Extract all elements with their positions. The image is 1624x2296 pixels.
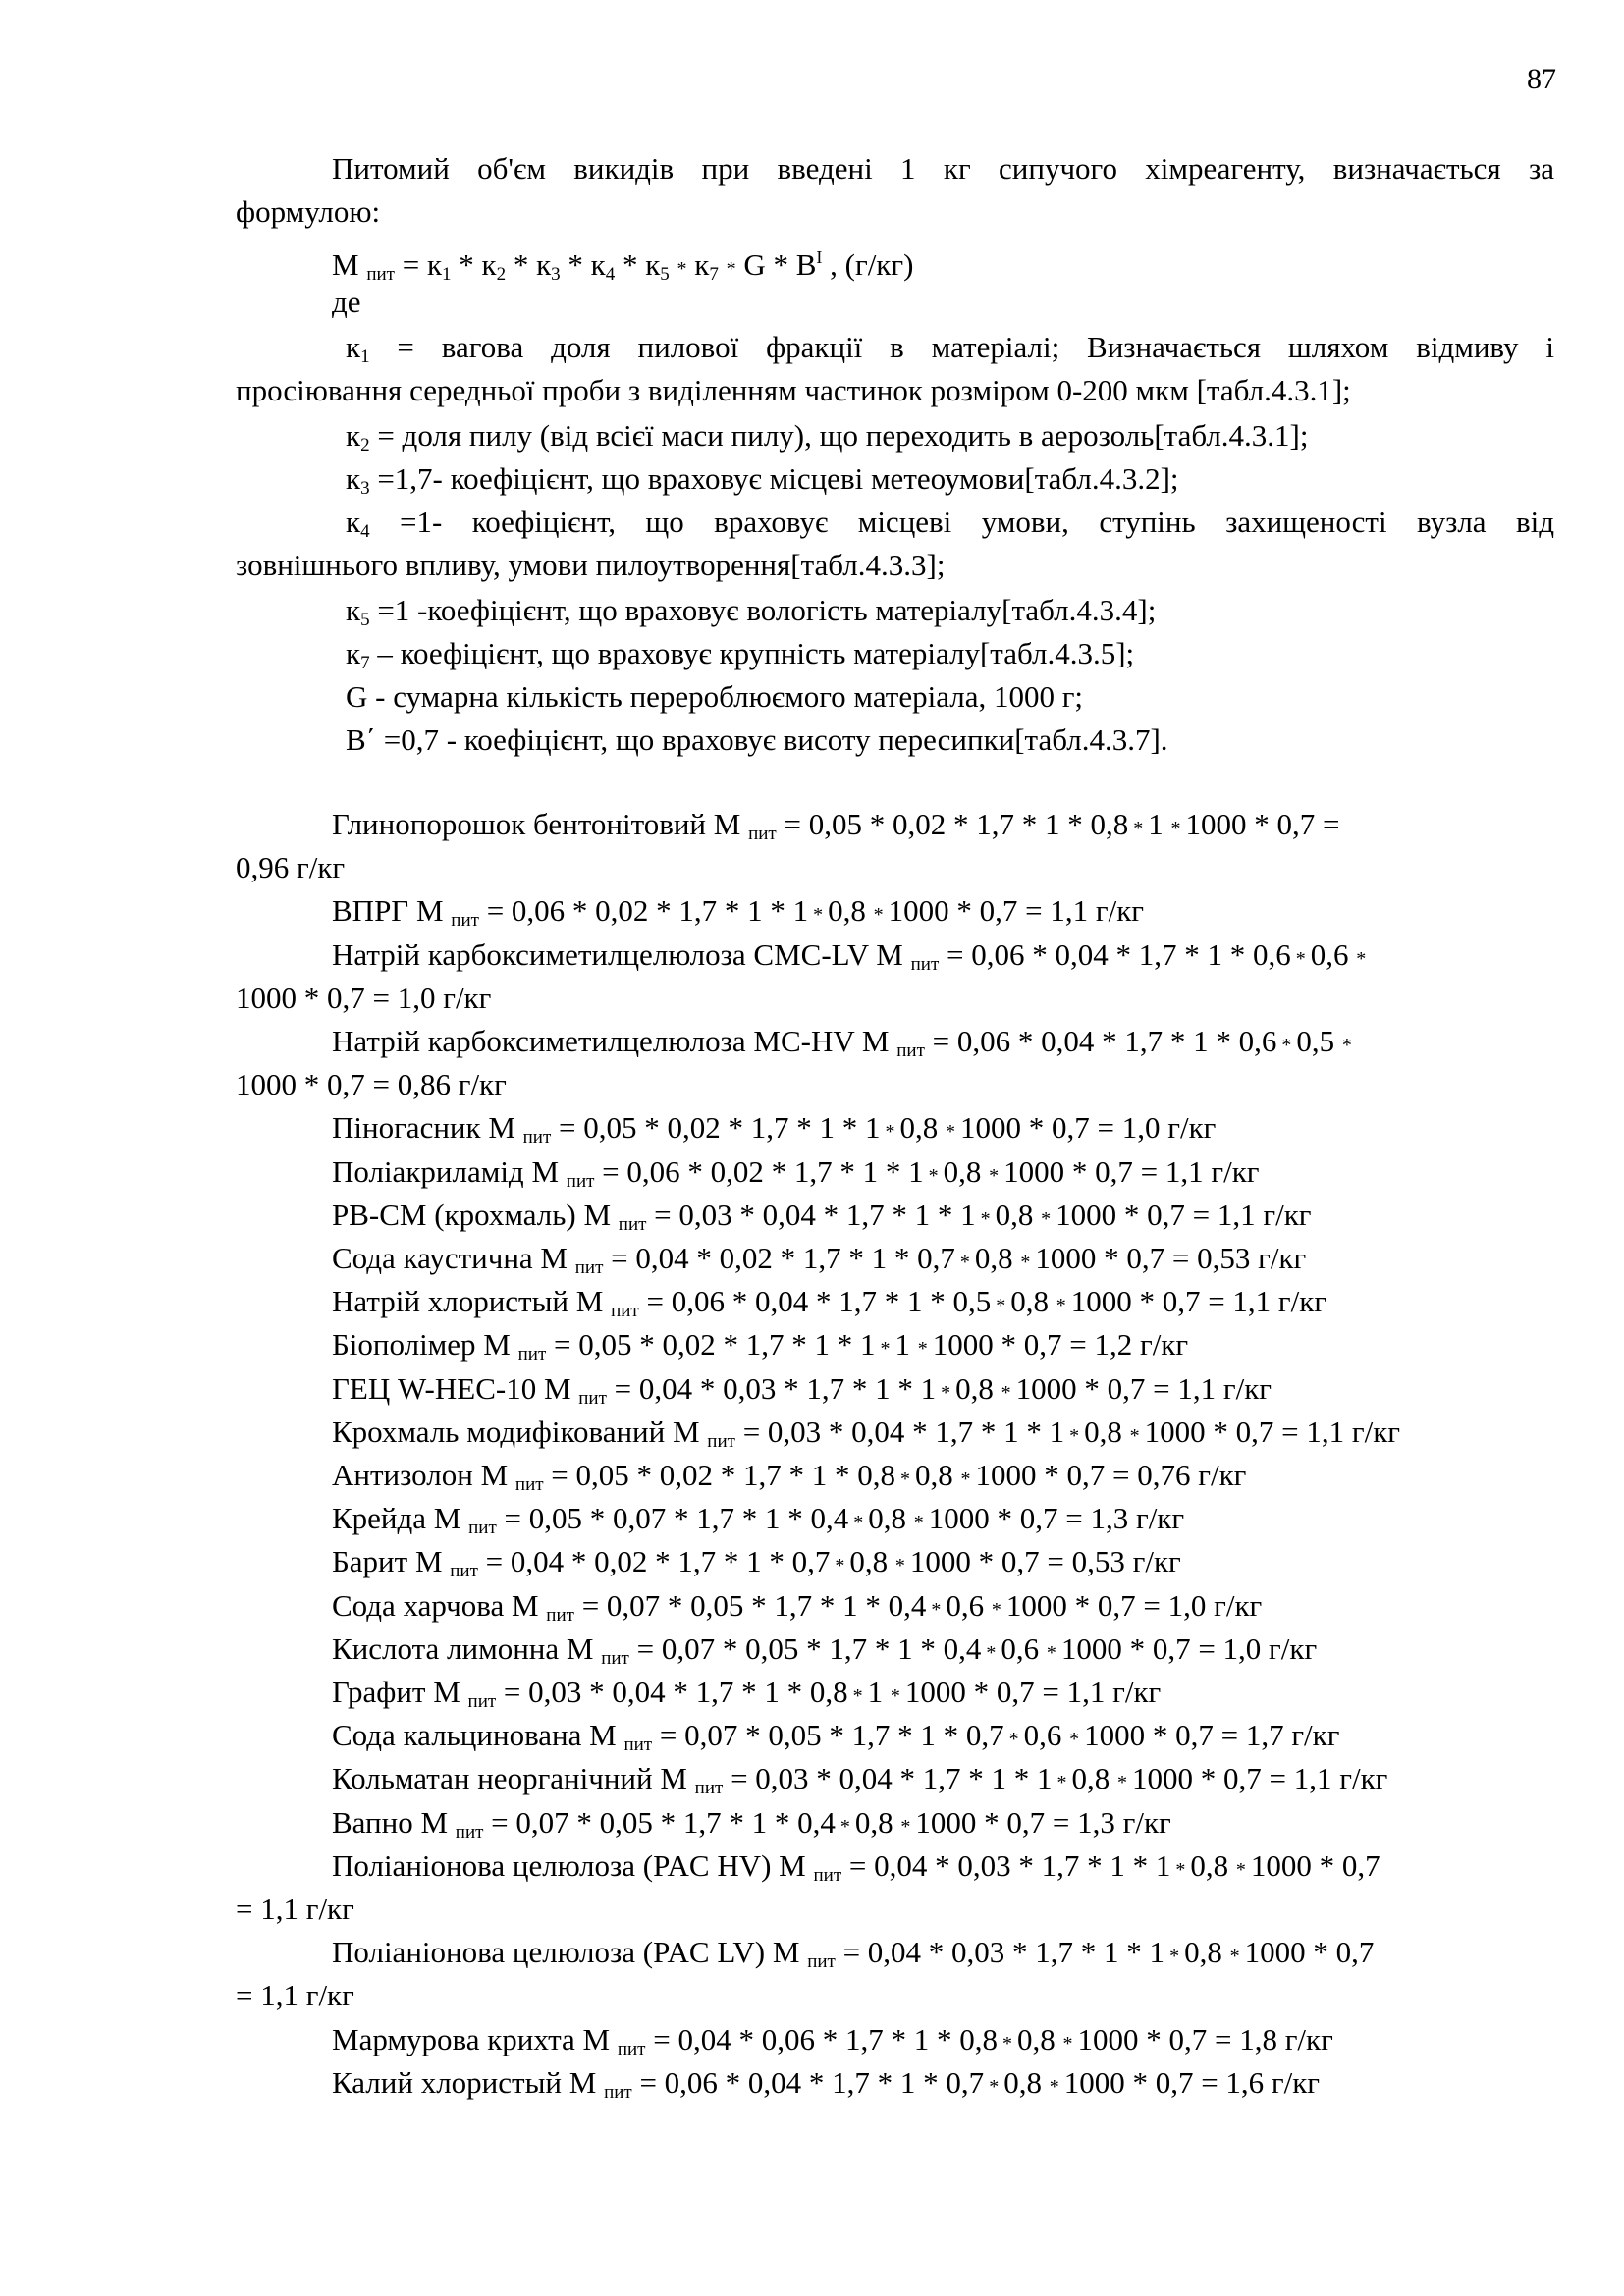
calc-line: Сода харчова М $_{пит}$ = 0,07 * 0,05 * 1,7 * 1 * 0,4 * 0,6 * 1000 * 0,7 = 1,0 г/кг <box>332 1587 1263 1626</box>
def-k4-line-1: $к_4 =1-$ коефіцієнт, що враховує місцеві умови, ступінь захищеності вузла від <box>346 505 1554 542</box>
calc-line: Сода каустична М $_{пит}$ = 0,04 * 0,02 * 1,7 * 1 * 0,7 * 0,8 * 1000 * 0,7 = 0,53 г/кг <box>332 1241 1307 1278</box>
def-k1-line-2: просіювання середньої проби з виділенням частинок розміром 0-200 мкм [табл.4.3.1]; <box>236 373 1351 407</box>
calc-line: Кислота лимонна М $_{пит}$ = 0,07 * 0,05 * 1,7 * 1 * 0,4 * 0,6 * 1000 * 0,7 = 1,0 г/кг <box>332 1630 1318 1669</box>
def-k5: $к_5 =1$ -коефіцієнт, що враховує вологість матеріалу[табл.4.3.4]; <box>346 593 1157 630</box>
calc-line: PB-CM (крохмаль) М $_{пит}$ = 0,03 * 0,04 * 1,7 * 1 * 1 * 0,8 * 1000 * 0,7 = 1,1 г/кг <box>332 1197 1312 1235</box>
def-g: G - сумарна кількість перероблюємого матеріала, 1000 г; <box>346 679 1084 714</box>
def-k4-line-2: зовнішнього впливу, умови пилоутворення[табл.4.3.3]; <box>236 548 946 582</box>
calc-line: Графит М $_{пит}$ = 0,03 * 0,04 * 1,7 * 1 * 0,8 * 1 * 1000 * 0,7 = 1,1 г/кг <box>332 1675 1162 1712</box>
calc-line: Натрій карбоксиметилцелюлоза CMC-LV М $_{пит}$ = 0,06 * 0,04 * 1,7 * 1 * 0,6 * 0,6 * <box>332 936 1367 975</box>
calc-line: Натрій хлористый М $_{пит}$ = 0,06 * 0,04 * 1,7 * 1 * 0,5 * 0,8 * 1000 * 0,7 = 1,1 г/кг <box>332 1284 1327 1322</box>
calc-line-continuation: 1000 * 0,7 = 1,0 г/кг <box>236 980 492 1015</box>
calc-line: Поліаніонова целюлоза (PAC HV) М $_{пит}$ = 0,04 * 0,03 * 1,7 * 1 * 1 * 0,8 * 1000 * 0,7 <box>332 1847 1380 1886</box>
main-formula: М $_{пит} = к_1 * к_2 * к_3 * к_4 * к_5 * к_7 * G * B^I$ , (г/кг) <box>332 247 914 285</box>
calc-line-continuation: = 1,1 г/кг <box>236 1978 354 2013</box>
calc-line: Кольматан неорганічний М $_{пит}$ = 0,03 * 0,04 * 1,7 * 1 * 1 * 0,8 * 1000 * 0,7 = 1,1 г/кг <box>332 1761 1388 1799</box>
calc-line: Біополімер М $_{пит}$ = 0,05 * 0,02 * 1,7 * 1 * 1 * 1 * 1000 * 0,7 = 1,2 г/кг <box>332 1327 1189 1365</box>
calc-line: Поліакриламід М $_{пит}$ = 0,06 * 0,02 * 1,7 * 1 * 1 * 0,8 * 1000 * 0,7 = 1,1 г/кг <box>332 1153 1260 1192</box>
calc-line: Мармурова крихта М $_{пит}$ = 0,04 * 0,06 * 1,7 * 1 * 0,8 * 0,8 * 1000 * 0,7 = 1,8 г/кг <box>332 2021 1333 2059</box>
calc-line-continuation: 0,96 г/кг <box>236 850 346 885</box>
calc-line: Глинопорошок бентонітовий М $_{пит}$ = 0,05 * 0,02 * 1,7 * 1 * 0,8 * 1 * 1000 * 0,7 = <box>332 807 1340 844</box>
def-k3: $к_3 =1,7-$ коефіцієнт, що враховує місцеві метеоумови[табл.4.3.2]; <box>346 461 1179 499</box>
calc-line: Калий хлористый М $_{пит}$ = 0,06 * 0,04 * 1,7 * 1 * 0,7 * 0,8 * 1000 * 0,7 = 1,6 г/кг <box>332 2064 1321 2103</box>
def-k2: $к_2$ = доля пилу (від всієї маси пилу), що переходить в аерозоль[табл.4.3.1]; <box>346 418 1309 455</box>
calc-line: Крохмаль модифікований М $_{пит}$ = 0,03 * 0,04 * 1,7 * 1 * 1 * 0,8 * 1000 * 0,7 = 1,1 г/кг <box>332 1414 1401 1452</box>
calc-line: ВПРГ М $_{пит}$ = 0,06 * 0,02 * 1,7 * 1 * 1 * 0,8 * 1000 * 0,7 = 1,1 г/кг <box>332 893 1145 932</box>
def-b: B΄ =0,7 - коефіцієнт, що враховує висоту пересипки[табл.4.3.7]. <box>346 722 1168 757</box>
def-k7: $к_7$ – коефіцієнт, що враховує крупність матеріалу[табл.4.3.5]; <box>346 636 1135 673</box>
intro-line-2: формулою: <box>236 194 381 229</box>
calc-line: Поліаніонова целюлоза (PAC LV) М $_{пит}$ = 0,04 * 0,03 * 1,7 * 1 * 1 * 0,8 * 1000 * 0,7 <box>332 1935 1375 1973</box>
calc-line: Вапно М $_{пит}$ = 0,07 * 0,05 * 1,7 * 1 * 0,4 * 0,8 * 1000 * 0,7 = 1,3 г/кг <box>332 1804 1171 1842</box>
calc-line: Натрій карбоксиметилцелюлоза MC-HV М $_{пит}$ = 0,06 * 0,04 * 1,7 * 1 * 0,6 * 0,5 * <box>332 1024 1352 1061</box>
calc-line-continuation: = 1,1 г/кг <box>236 1892 354 1926</box>
def-k1-line-1: $к_1$ = вагова доля пилової фракції в матеріалі; Визначається шляхом відмиву і <box>346 330 1554 367</box>
calc-line: Піногасник М $_{пит}$ = 0,05 * 0,02 * 1,7 * 1 * 1 * 0,8 * 1000 * 0,7 = 1,0 г/кг <box>332 1110 1217 1148</box>
calc-line: Сода кальцинована М $_{пит}$ = 0,07 * 0,05 * 1,7 * 1 * 0,7 * 0,6 * 1000 * 0,7 = 1,7 г/кг <box>332 1718 1340 1756</box>
calc-line-continuation: 1000 * 0,7 = 0,86 г/кг <box>236 1067 507 1102</box>
calc-line: Барит М $_{пит}$ = 0,04 * 0,02 * 1,7 * 1 * 0,7 * 0,8 * 1000 * 0,7 = 0,53 г/кг <box>332 1544 1181 1582</box>
calc-line: Крейда М $_{пит}$ = 0,05 * 0,07 * 1,7 * 1 * 0,4 * 0,8 * 1000 * 0,7 = 1,3 г/кг <box>332 1501 1185 1539</box>
page-number: 87 <box>1527 63 1556 95</box>
where-label: де <box>332 285 361 319</box>
calc-line: Антизолон М $_{пит}$ = 0,05 * 0,02 * 1,7 * 1 * 0,8 * 0,8 * 1000 * 0,7 = 0,76 г/кг <box>332 1458 1247 1495</box>
calc-line: ГЕЦ W-HEC-10 М $_{пит}$ = 0,04 * 0,03 * 1,7 * 1 * 1 * 0,8 * 1000 * 0,7 = 1,1 г/кг <box>332 1370 1272 1409</box>
intro-line-1: Питомий об'єм викидів при введені 1 кг сипучого хімреагенту, визначається за <box>332 151 1554 186</box>
